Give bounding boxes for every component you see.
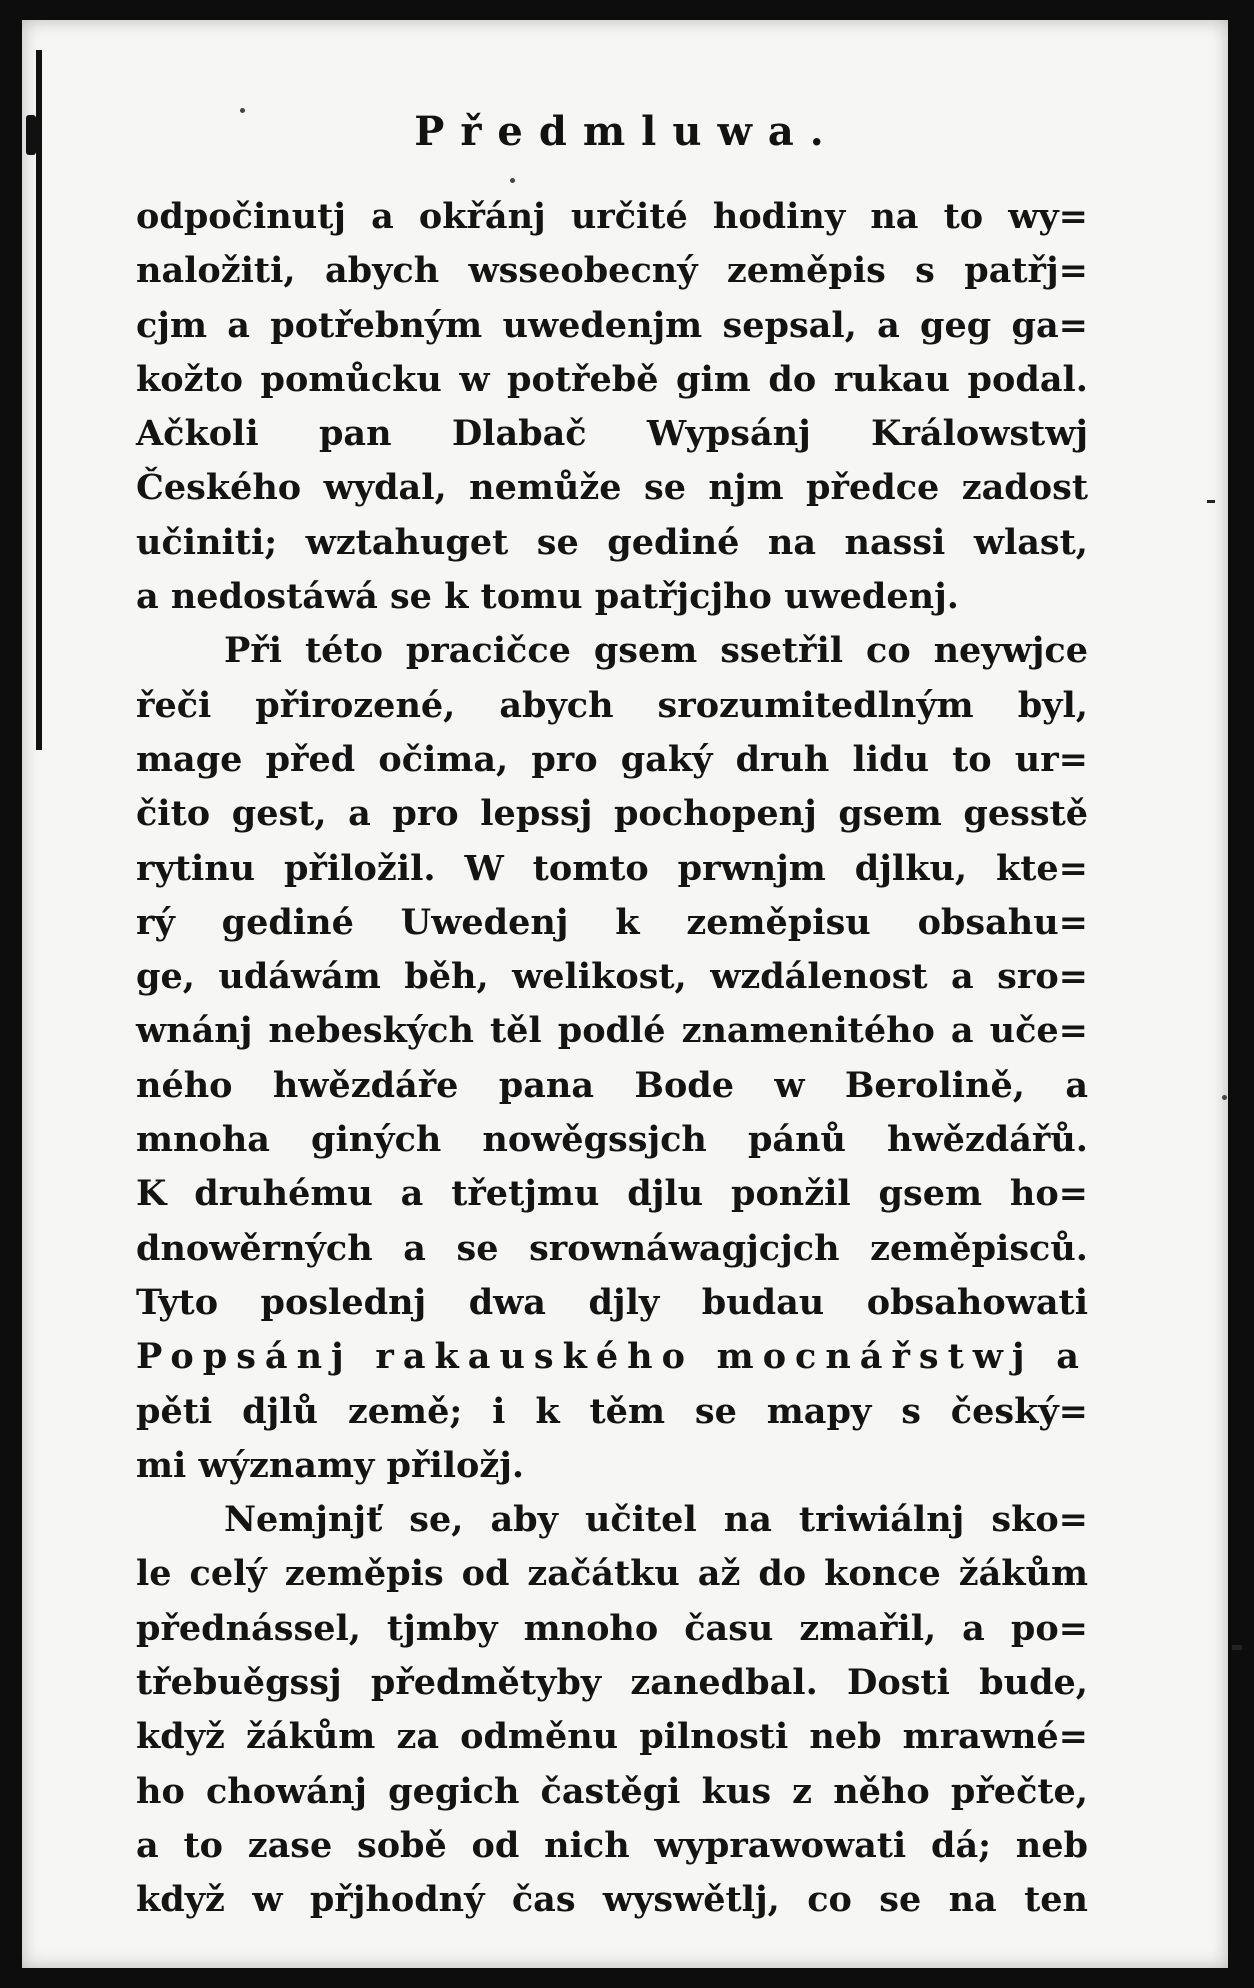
ink-speck (1222, 1095, 1227, 1100)
text-line: ho chowánj gegich častěgi kus z něho přečte, (136, 1770, 1088, 1812)
text-line: přednássel, tjmby mnoho času zmařil, a po= (136, 1607, 1088, 1649)
ink-speck (510, 178, 515, 183)
text-line: mage před očima, pro gaký druh lidu to ur= (136, 738, 1088, 780)
text-line: pěti djlů země; i k těm se mapy s český= (136, 1390, 1088, 1432)
text-line: rytinu přiložil. W tomto prwnjm djlku, kte= (136, 847, 1088, 889)
text-line: cjm a potřebným uwedenjm sepsal, a geg ga= (136, 304, 1088, 346)
text-line: a nedostáwá se k tomu patřjcjho uwedenj. (136, 576, 959, 618)
text-line: dnowěrných a se srownáwagjcjch zeměpisců. (136, 1227, 1088, 1269)
text-line: ného hwězdáře pana Bode w Berolině, a (136, 1064, 1088, 1106)
page-header: Předmluwa. (414, 108, 840, 155)
text-line: Při této pracičce gsem ssetřil co neywjce (224, 630, 1088, 672)
body-text (136, 190, 1088, 1928)
margin-mark (1232, 1645, 1242, 1650)
text-line: Ačkoli pan Dlabač Wypsánj Králowstwj (136, 413, 1088, 455)
binding-edge (36, 50, 42, 750)
text-line: wnánj nebeských těl podlé znamenitého a uče= (136, 1010, 1088, 1052)
text-line: když žákům za odměnu pilnosti neb mrawné= (136, 1716, 1088, 1758)
text-line: třebuěgssj předmětyby zanedbal. Dosti bude, (136, 1662, 1088, 1704)
text-line: když w přjhodný čas wyswětlj, co se na ten (136, 1879, 1088, 1921)
text-line: naložiti, abych wsseobecný zeměpis s patřj= (136, 250, 1088, 292)
text-line: čito gest, a pro lepssj pochopenj gsem gesstě (136, 793, 1088, 835)
text-line: mi wýznamy přiložj. (136, 1444, 525, 1486)
text-line: Popsánj rakauského mocnářstwj a (136, 1336, 1088, 1378)
text-line: ge, udáwám běh, welikost, wzdálenost a sro= (136, 956, 1088, 998)
margin-mark (1207, 500, 1215, 503)
text-line: odpočinutj a okřánj určité hodiny na to wy= (136, 196, 1088, 237)
text-line: Nemjnjť se, aby učitel na triwiálnj sko= (224, 1499, 1088, 1541)
text-line: učiniti; wztahuget se gediné na nassi wlast, (136, 521, 1088, 563)
text-line: K druhému a třetjmu djlu ponžil gsem ho= (136, 1173, 1088, 1215)
text-line: řeči přirozené, abych srozumitedlným byl, (136, 684, 1088, 726)
text-line: Českého wydal, nemůže se njm předce zadost (136, 467, 1088, 509)
text-line: mnoha giných nowěgssjch pánů hwězdářů. (136, 1119, 1088, 1161)
text-line: le celý zeměpis od začátku až do konce žákům (136, 1553, 1088, 1595)
text-line: kožto pomůcku w potřebě gim do rukau podal. (136, 358, 1088, 400)
text-line: Tyto poslednj dwa djly budau obsahowati (136, 1281, 1088, 1323)
text-line: a to zase sobě od nich wyprawowati dá; neb (136, 1824, 1088, 1866)
text-line: rý gediné Uwedenj k zeměpisu obsahu= (136, 901, 1088, 943)
